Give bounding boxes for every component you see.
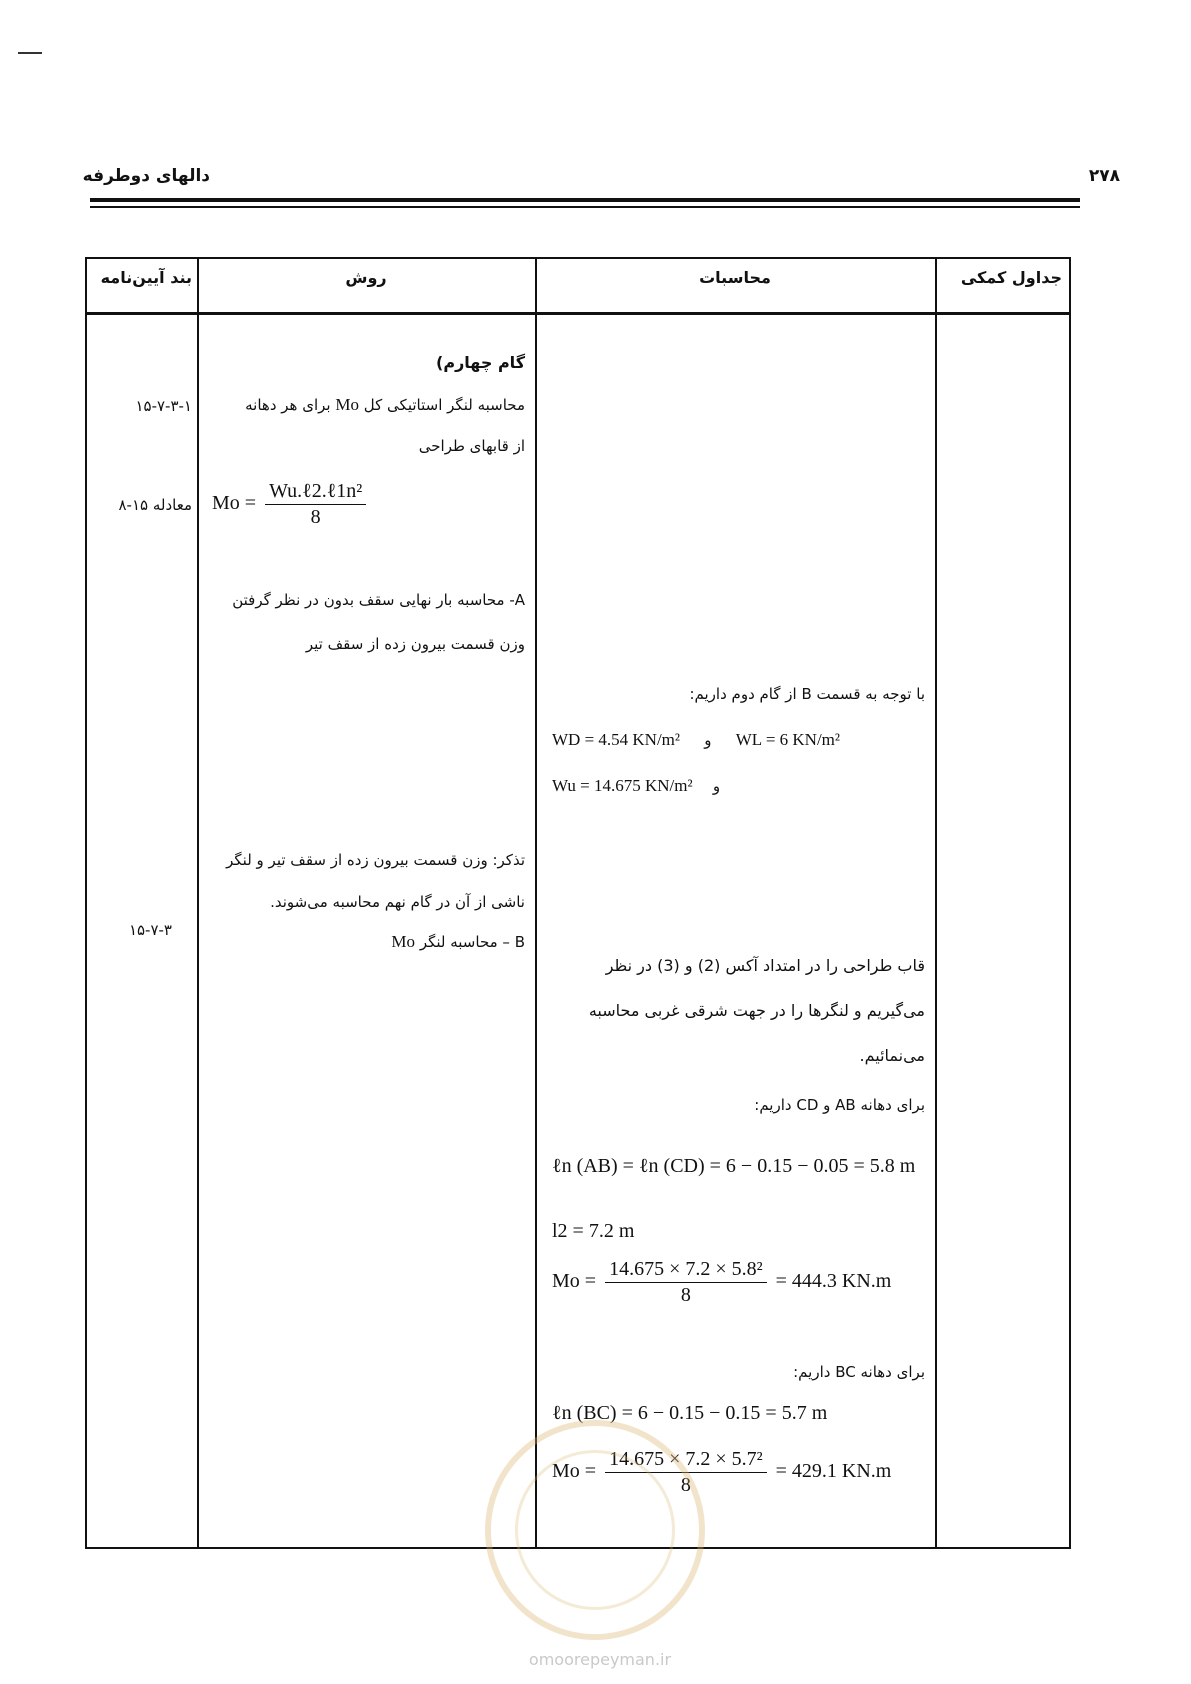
clause-ref-2: ۱۵-۷-۳: [128, 921, 172, 939]
clause-ref-equation: معادله ۱۵-۸: [118, 496, 192, 514]
moment-ab-cd: Mo = $\frac{\text{14.675 × 7.2 × 5.8²}}{8}$ = 444.3 KN.m: [552, 1258, 892, 1306]
part-a-title: A- محاسبه بار نهایی سقف بدون در نظر گرفتن: [232, 591, 525, 609]
column-divider: [197, 257, 199, 1549]
col-header-clause: بند آیین‌نامه: [100, 268, 192, 287]
column-divider: [935, 257, 937, 1549]
clear-span-bc: ℓn (BC) = 6 − 0.15 − 0.15 = 5.7 m: [552, 1402, 828, 1424]
watermark-seal-inner: [515, 1450, 675, 1610]
frame-para-2: می‌گیریم و لنگرها را در جهت شرقی غربی محاسبه: [588, 1001, 925, 1020]
table-header-rule: [85, 312, 1071, 315]
step-description-2: از قابهای طراحی: [418, 437, 525, 455]
clause-ref-1: ۱۵-۷-۳-۱: [135, 397, 192, 415]
part-a-title-2: وزن قسمت بیرون زده از سقف تیر: [305, 635, 525, 653]
clear-span-ab-cd: ℓn (AB) = ℓn (CD) = 6 − 0.15 − 0.05 = 5.8 m: [552, 1155, 916, 1177]
col-header-method: روش: [345, 268, 387, 287]
page-number: ۲۷۸: [1088, 166, 1120, 186]
span-bc-intro: برای دهانه BC داریم:: [793, 1363, 925, 1381]
frame-para-1: قاب طراحی را در امتداد آکس (2) و (3) در نظر: [605, 956, 925, 975]
span-ab-cd-intro: برای دهانه AB و CD داریم:: [754, 1096, 925, 1114]
loads-line-1: WD = 4.54 KN/m² و WL = 6 KN/m²: [552, 730, 840, 749]
moment-bc: Mo = $\frac{\text{14.675 × 7.2 × 5.7²}}{8}$ = 429.1 KN.m: [552, 1448, 892, 1496]
transverse-span: l2 = 7.2 m: [552, 1220, 635, 1242]
chapter-title: دالهای دوطرفه: [82, 166, 210, 186]
col-header-tables: جداول کمکی: [960, 268, 1062, 287]
corner-mark: [18, 52, 42, 54]
column-divider: [535, 257, 537, 1549]
step-description: محاسبه لنگر استاتیکی کل Mo برای هر دهانه: [245, 395, 525, 414]
static-moment-formula: Mo = $\frac{\text{Wu.ℓ2.ℓ1n²}}{8}$: [212, 480, 532, 529]
col-header-calculations: محاسبات: [699, 268, 771, 287]
header-rule-thin: [90, 206, 1080, 208]
part-b-title: B – محاسبه لنگر Mo: [391, 932, 525, 951]
note-line-1: تذکر: وزن قسمت بیرون زده از سقف تیر و لنگر: [226, 851, 525, 869]
footer-site-url: omoorepeyman.ir: [528, 1650, 672, 1669]
step-title: گام چهارم): [436, 353, 525, 372]
frame-para-3: می‌نمائیم.: [859, 1046, 925, 1065]
loads-line-2: Wu = 14.675 KN/m² و: [552, 776, 721, 795]
calc-intro: با توجه به قسمت B از گام دوم داریم:: [689, 685, 925, 703]
note-line-2: ناشی از آن در گام نهم محاسبه می‌شوند.: [270, 893, 525, 911]
header-rule: [90, 198, 1080, 202]
